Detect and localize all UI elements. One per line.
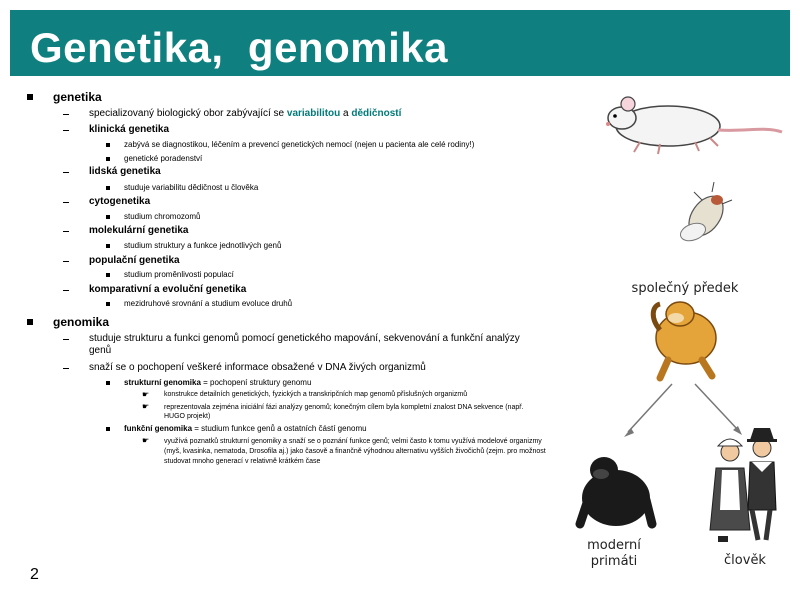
definition-connector: a: [340, 108, 352, 119]
outline-molekularni-genetika: molekulární genetika: [89, 225, 189, 236]
strukturni-point-2: reprezentovala zejména iniciální fázi analýzy genomů; konečným cílem byla kompletní znalost DNA sekvence (např. HUGO projekt): [164, 404, 524, 420]
outline-lidska-genetika: lidská genetika: [89, 166, 161, 177]
slide-number: 2: [30, 566, 39, 583]
gorilla-icon: [580, 457, 652, 526]
ape-ancestor-icon: [653, 302, 716, 378]
pointing-hand-icon: ☛: [142, 436, 150, 445]
kompar-point-1: mezidruhové srovnání a studium evoluce druhů: [124, 299, 293, 308]
mouse-icon: [606, 97, 782, 154]
human-label: člověk: [724, 553, 766, 568]
cyto-point-1: studium chromozomů: [124, 212, 201, 221]
strukturni-definition: = pochopení struktury genomu: [200, 378, 312, 387]
pointing-hand-icon: ☛: [142, 390, 150, 399]
pilgrim-couple-icon: [710, 428, 777, 542]
primates-label: moderní primáti: [587, 538, 641, 569]
lidska-point-1: studuje variabilitu dědičnost u člověka: [124, 183, 259, 192]
funkcni-definition: = studium funkce genů a ostatních částí genomu: [192, 424, 367, 433]
fruit-fly-icon: [678, 182, 732, 244]
strukturni-point-1: konstrukce detailních genetických, fyzických a transkripčních map genomů příslušných organizmů: [164, 391, 468, 398]
outline-genetika: genetika: [53, 90, 102, 104]
ancestor-label: společný předek: [631, 281, 739, 296]
definition-text: specializovaný biologický obor zabývající se: [89, 108, 287, 119]
outline-populacni-genetika: populační genetika: [89, 255, 180, 266]
strukturni-term: strukturní genomika: [124, 378, 201, 387]
heredity-term: dědičností: [351, 108, 402, 119]
klinicka-point-1: zabývá se diagnostikou, léčením a prevencí genetických nemocí (nejen u pacienta ale celé rodiny!): [124, 140, 475, 149]
klinicka-point-2: genetické poradenství: [124, 154, 203, 163]
genomika-point-1: studuje strukturu a funkci genomů pomocí genetického mapování, sekvenování a funkční analýzy genů: [89, 333, 520, 356]
outline-klinicka-genetika: klinická genetika: [89, 124, 170, 135]
slide-title: Genetika, genomika: [30, 24, 448, 71]
popul-point-1: studium proměnlivosti populací: [124, 270, 234, 279]
outline-komparativni-genetika: komparativní a evoluční genetika: [89, 284, 247, 295]
molek-point-1: studium struktury a funkce jednotlivých genů: [124, 241, 282, 250]
arrow-icon: [624, 384, 742, 437]
funkcni-point-1: využívá poznatků strukturní genomiky a snaží se o poznání funkce genů; velmi často k tomu využívá modelové organizmy (myš, kvasinka, nematoda, Drosofila aj.) jako časově a finančně výhodnou alternativu vyšších živočichů (zejm. pro možnost studovat mnoho generací v relativně krátkém čase: [164, 438, 546, 465]
funkcni-term: funkční genomika: [124, 424, 193, 433]
outline-cytogenetika: cytogenetika: [89, 196, 151, 207]
outline-genomika: genomika: [53, 315, 110, 329]
variability-term: variabilitou: [286, 108, 341, 119]
genomika-point-2: snaží se o pochopení veškeré informace obsažené v DNA živých organizmů: [89, 362, 426, 373]
pointing-hand-icon: ☛: [142, 402, 150, 411]
